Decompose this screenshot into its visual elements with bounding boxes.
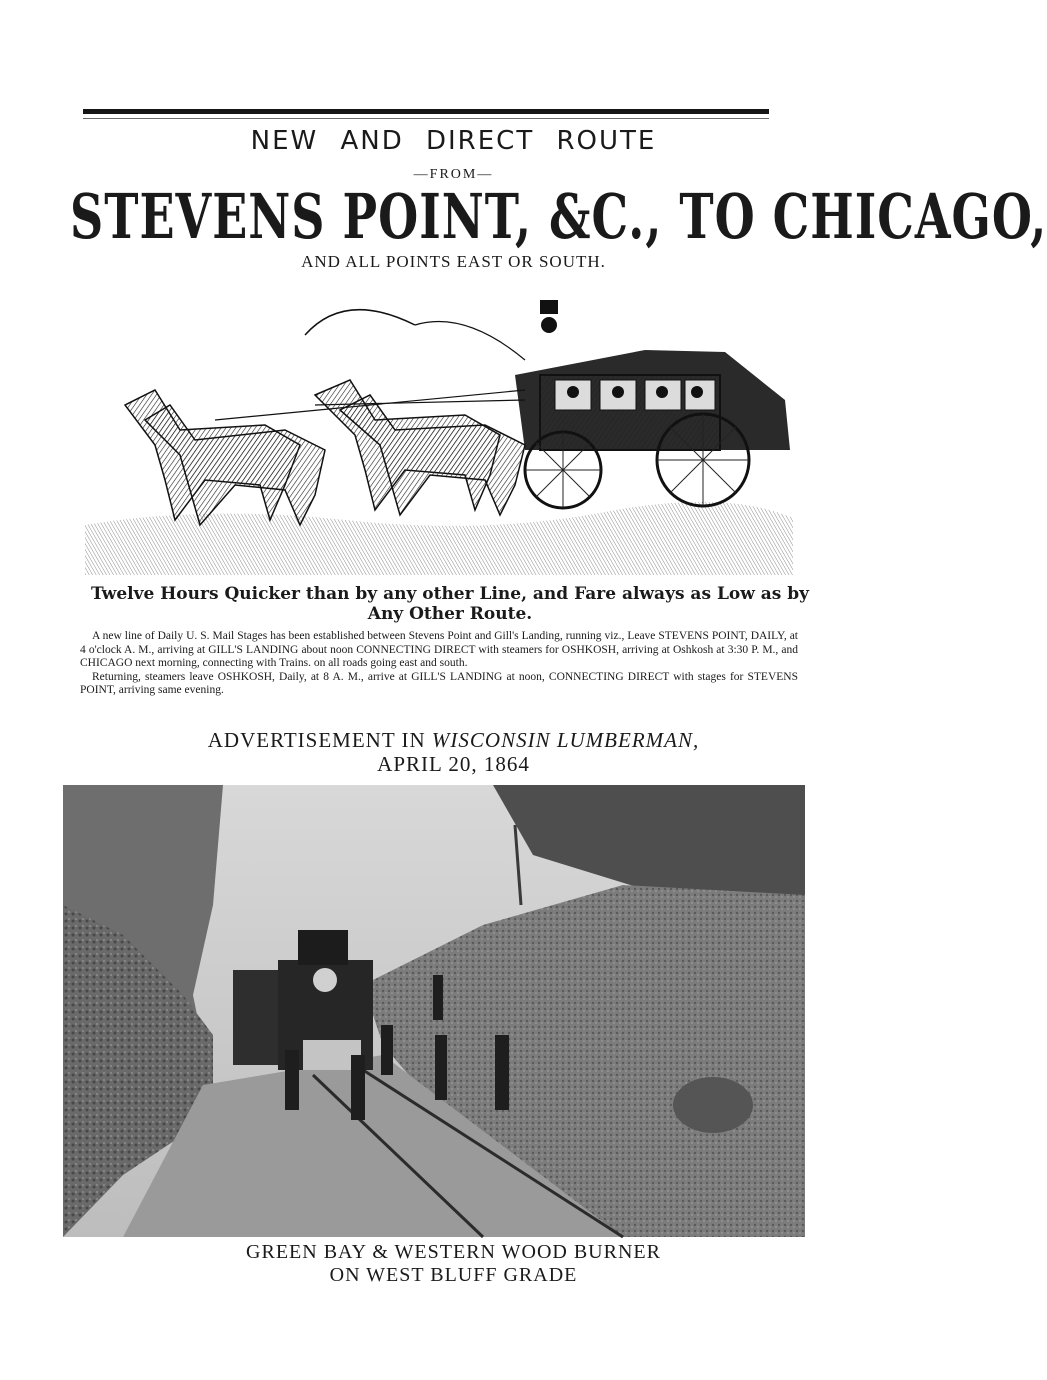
photo-caption-line-1: GREEN BAY & WESTERN WOOD BURNER xyxy=(246,1241,661,1263)
caption-date: APRIL 20, 1864 xyxy=(377,752,530,776)
photo-caption-line-2: ON WEST BLUFF GRADE xyxy=(329,1264,578,1286)
ad-subtitle: AND ALL POINTS EAST OR SOUTH. xyxy=(301,252,606,271)
tagline-line-2: Any Other Route. xyxy=(367,604,533,624)
photo-caption xyxy=(0,1241,907,1287)
ad-body-text xyxy=(80,630,798,698)
locomotive-photograph xyxy=(63,785,805,1237)
caption-publication: WISCONSIN LUMBERMAN, xyxy=(431,728,700,752)
body-paragraph-2: Returning, steamers leave OSHKOSH, Daily, at 8 A. M., arrive at GILL'S LANDING at noon, CONNECTING DIRECT with stages for STEVENS POINT, arriving same evening. xyxy=(80,670,798,697)
stagecoach-engraving xyxy=(85,280,793,575)
ad-title: STEVENS POINT, &C., TO CHICAGO, xyxy=(70,180,1047,253)
tagline-line-1: Twelve Hours Quicker than by any other Line, and Fare always as Low as by xyxy=(90,584,810,604)
body-paragraph-1: A new line of Daily U. S. Mail Stages has been established between Stevens Point and Gill's Landing, running viz., Leave STEVENS POINT, DAILY, at 4 o'clock A. M., arriving at GILL'S LANDING about noon CONNECTING DIRECT with steamers for OSHKOSH, arriving at Oshkosh at 3:30 P. M., and CHICAGO next morning, connecting with Trains. on all roads going east and south. xyxy=(80,630,798,670)
ad-tagline xyxy=(80,584,820,624)
advertisement-caption xyxy=(0,728,907,776)
top-thin-rule xyxy=(83,118,769,119)
caption-source-prefix: ADVERTISEMENT IN xyxy=(207,728,432,752)
ad-from-line: —FROM— xyxy=(413,167,494,182)
top-border-rule xyxy=(83,109,769,114)
ad-headline: NEW AND DIRECT ROUTE xyxy=(250,126,657,156)
